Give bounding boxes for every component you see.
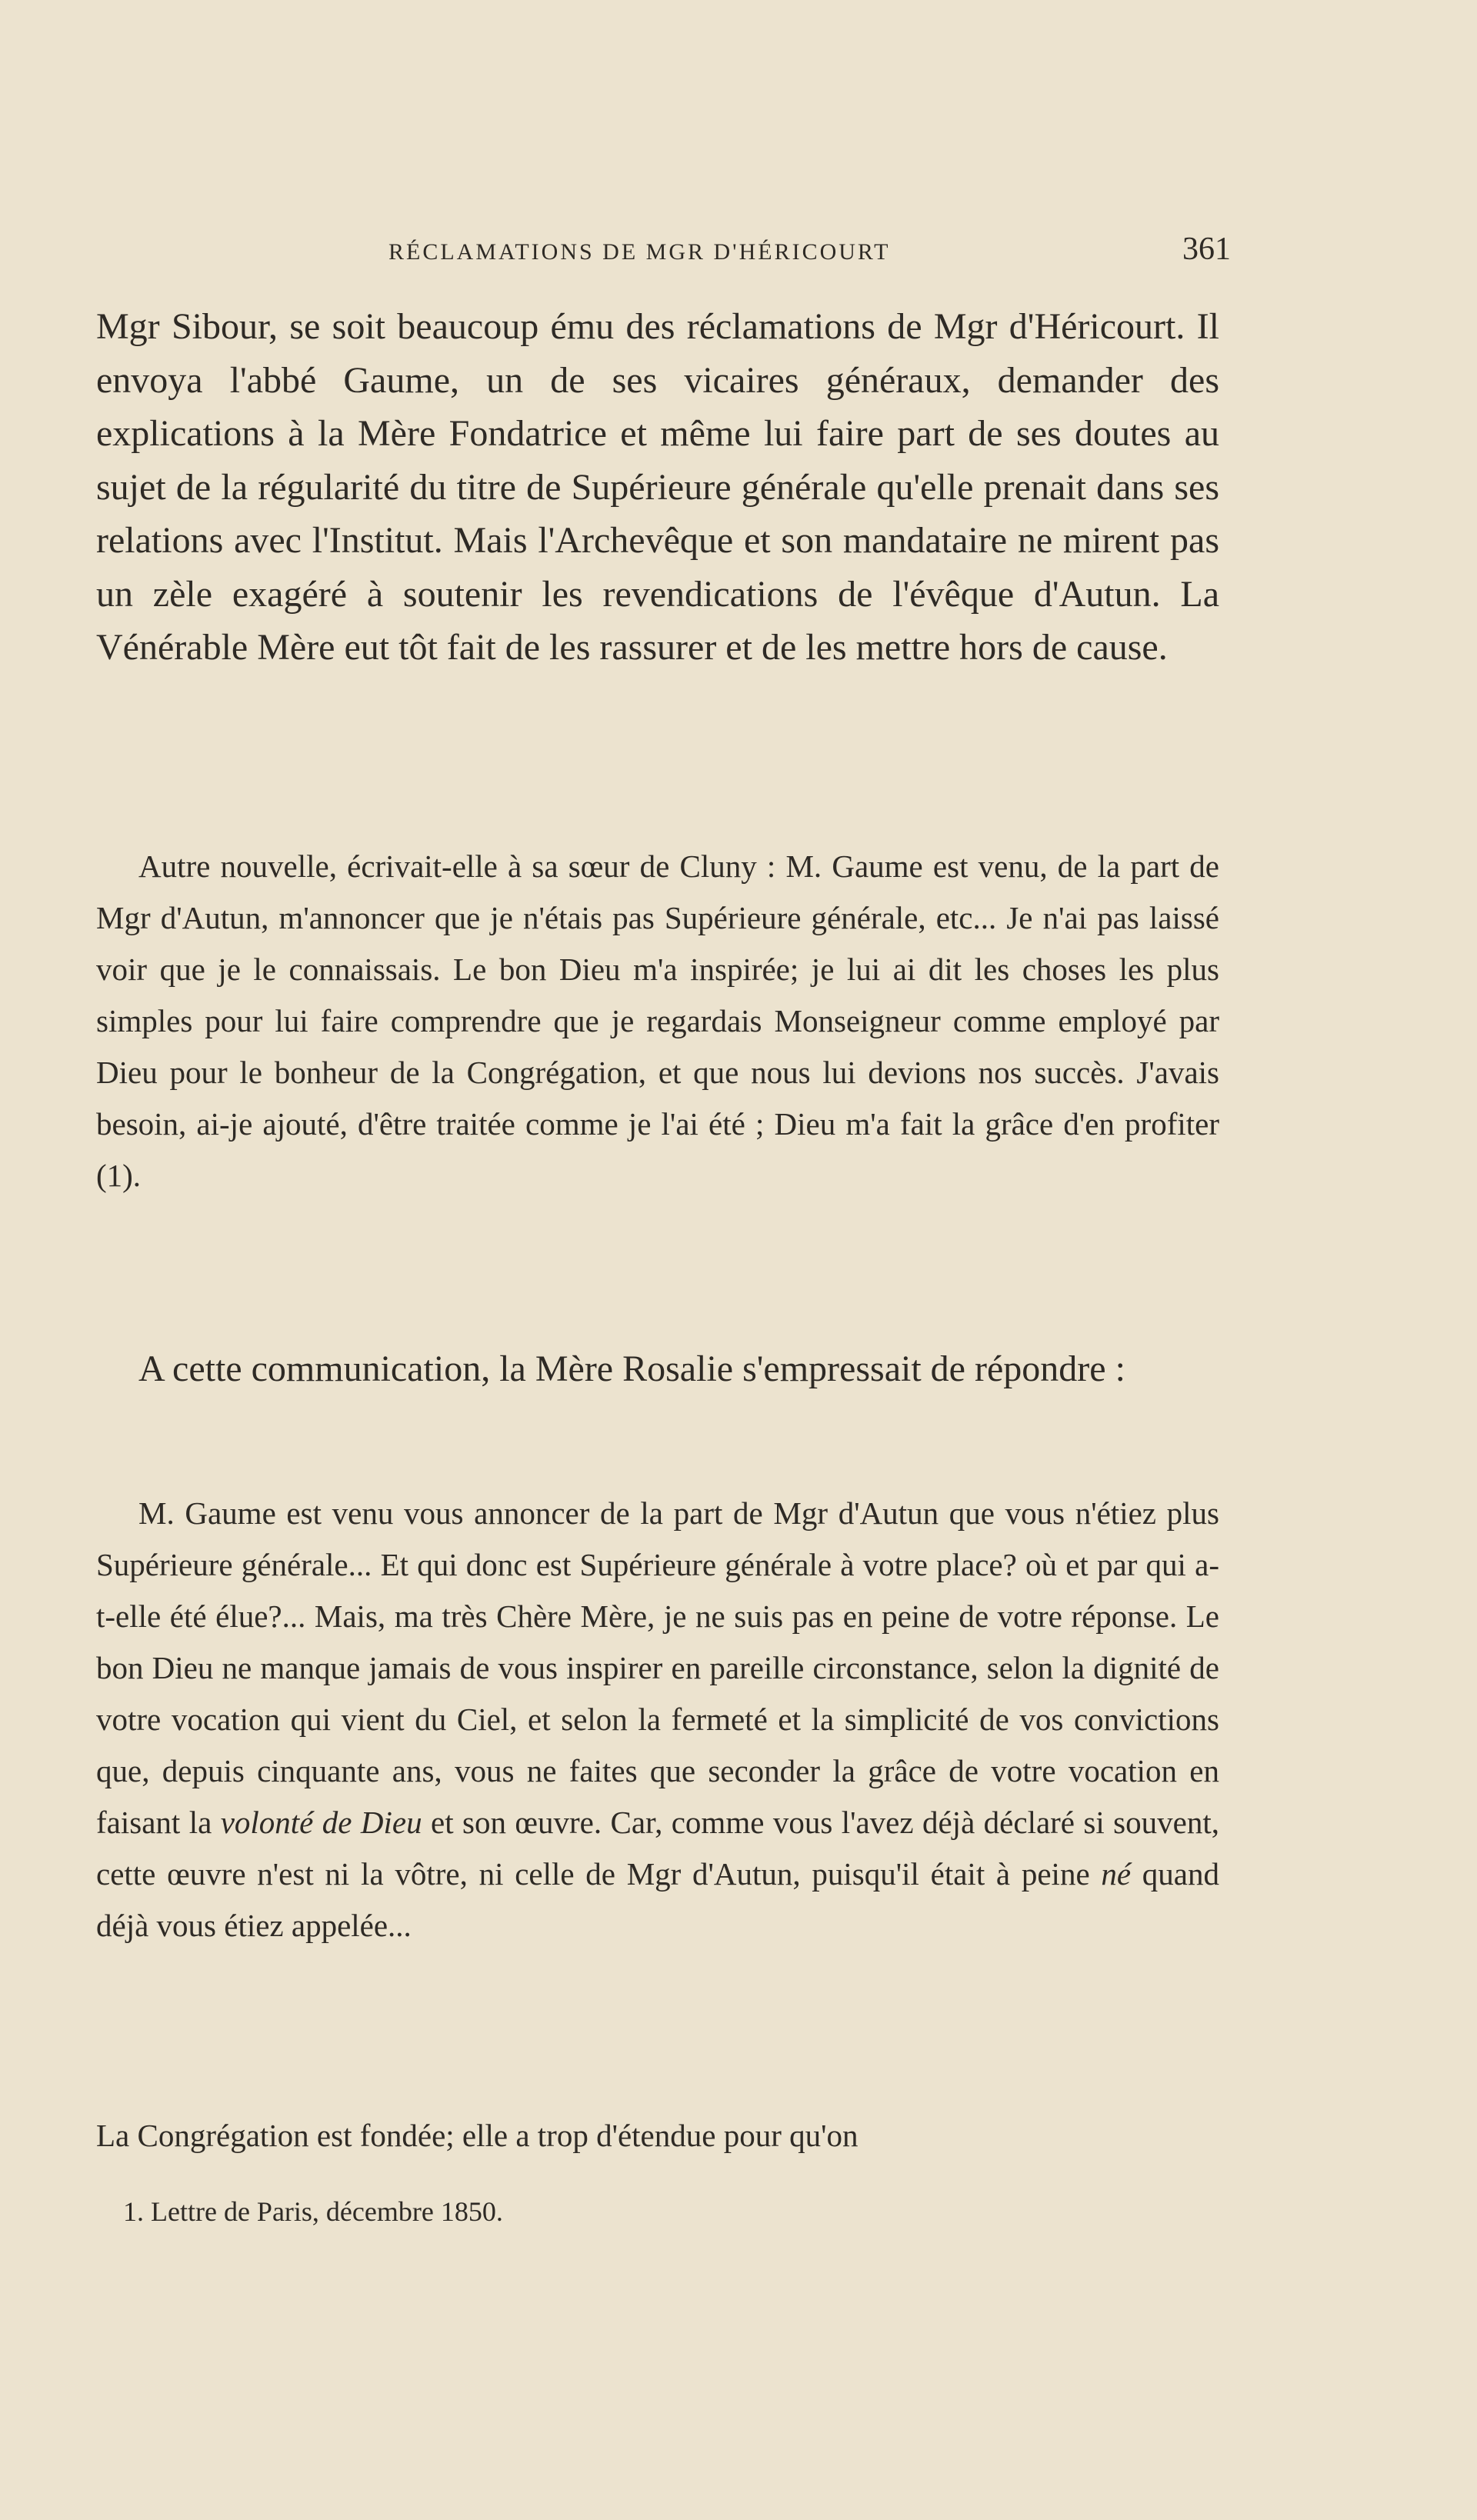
paragraph-1: Mgr Sibour, se soit beaucoup ému des réclamations de Mgr d'Héricourt. Il envoya l'abbé Gaume, un de ses vicaires généraux, demander des explications à la Mère Fondatrice et même lui faire part de ses doutes au sujet de la régularité du titre de Supérieure générale qu'elle prenait dans ses relations avec l'Institut. Mais l'Archevêque et son mandataire ne mirent pas un zèle exagéré à soutenir les revendications de l'évêque d'Autun. La Vénérable Mère eut tôt fait de les rassurer et de les mettre hors de cause. — [96, 306, 1219, 668]
quote2-part-c: quand déjà vous étiez appelée... — [96, 1856, 1219, 1943]
page-number: 361 — [1182, 232, 1231, 267]
quoted-letter-1: Autre nouvelle, écrivait-elle à sa sœur de Cluny : M. Gaume est venu, de la part de Mgr d'Autun, m'annoncer que je n'étais pas Supérieure générale, etc... Je n'ai pas laissé voir que je le connaissais. Le bon Dieu m'a inspirée; je lui ai dit les choses les plus simples pour lui faire comprendre que je regardais Monseigneur comme employé par Dieu pour le bonheur de la Congrégation, et que nous lui devions nos succès. J'avais besoin, ai-je ajouté, d'être traitée comme je l'ai été ; Dieu m'a fait la grâce d'en profiter (1). — [96, 848, 1219, 1193]
quote2-italic-2: né — [1101, 1856, 1132, 1892]
paragraph-2: A cette communication, la Mère Rosalie s'empressait de répondre : — [138, 1348, 1125, 1389]
page-header — [388, 231, 1231, 268]
running-head: RÉCLAMATIONS DE MGR D'HÉRICOURT — [388, 239, 891, 265]
quote2-part-a: M. Gaume est venu vous annoncer de la part de Mgr d'Autun que vous n'étiez plus Supérieure générale... Et qui donc est Supérieure générale à votre place? où et par qui a-t-elle été élue?... Mais, ma très Chère Mère, je ne suis pas en peine de votre réponse. Le bon Dieu ne manque jamais de vous inspirer en pareille circonstance, selon la dignité de votre vocation qui vient du Ciel, et selon la fermeté et la simplicité de vos convictions que, depuis cinquante ans, vous ne faites que seconder la grâce de votre vocation en faisant la — [96, 1495, 1219, 1840]
paragraph-3: La Congrégation est fondée; elle a trop d'étendue pour qu'on — [96, 2118, 859, 2153]
footnote: 1. Lettre de Paris, décembre 1850. — [123, 2196, 503, 2227]
quoted-letter-2 — [96, 1488, 1219, 1952]
quote2-italic-1: volonté de Dieu — [220, 1805, 422, 1840]
quote2-part-b: et son œuvre. Car, comme vous l'avez déjà déclaré si souvent, cette œuvre n'est ni la vôtre, ni celle de Mgr d'Autun, puisqu'il était à peine — [96, 1805, 1219, 1892]
